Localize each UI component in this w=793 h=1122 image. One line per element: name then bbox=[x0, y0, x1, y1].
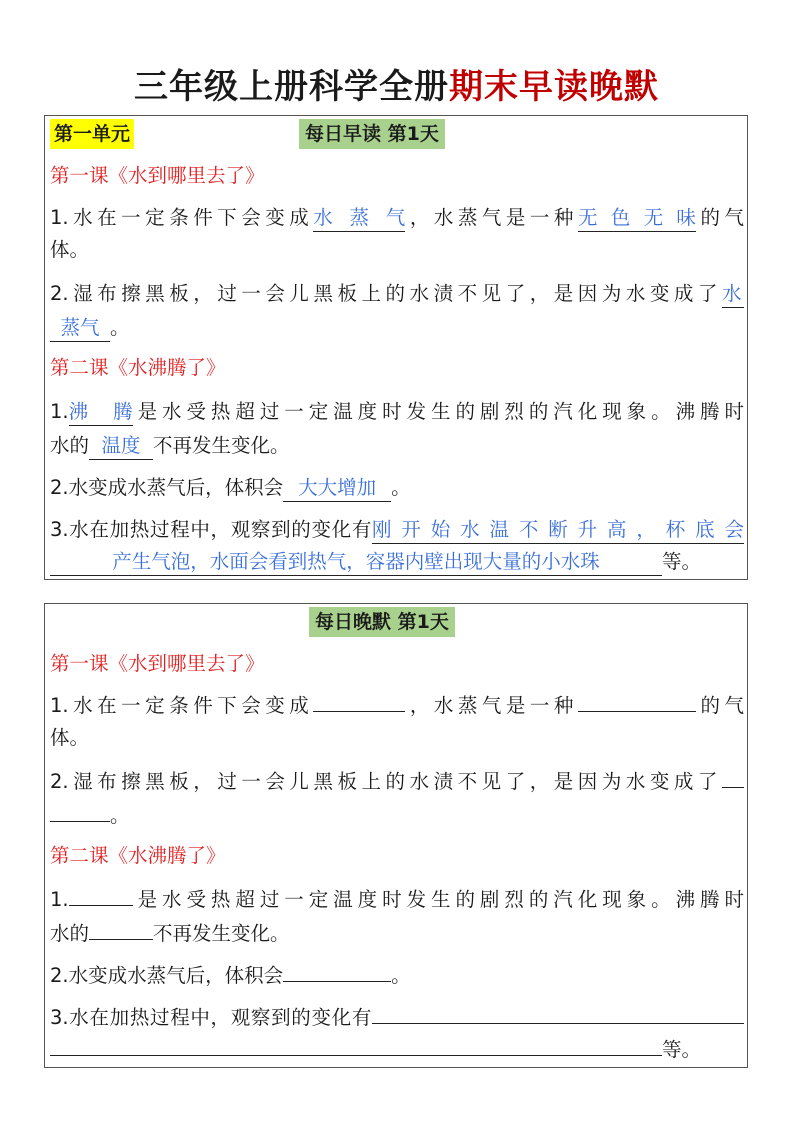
lesson1-title: 第一课《水到哪里去了》 bbox=[50, 164, 265, 187]
q3-line1: 1.沸腾是水受热超过一定温度时发生的剧烈的汽化现象。沸腾时 bbox=[50, 396, 744, 428]
q3-line1: 1. 是水受热超过一定温度时发生的剧烈的汽化现象。沸腾时 bbox=[50, 888, 744, 911]
q5-line2: 产生气泡，水面会看到热气，容器内壁出现大量的小水珠 等。 bbox=[50, 546, 701, 578]
q1-line2: 体。 bbox=[50, 238, 90, 261]
answer-blank[interactable] bbox=[50, 1055, 662, 1056]
q1-line1: 1.水在一定条件下会变成 ，水蒸气是一种 的气 bbox=[50, 694, 744, 717]
answer-blank: 产生气泡，水面会看到热气，容器内壁出现大量的小水珠 bbox=[50, 549, 662, 576]
unit-label: 第一单元 bbox=[50, 119, 134, 149]
q2-line1: 2.湿布擦黑板，过一会儿黑板上的水渍不见了，是因为水变成了 bbox=[50, 766, 744, 798]
answer-blank: 沸腾 bbox=[69, 399, 133, 426]
answer-blank: 水蒸气 bbox=[313, 205, 405, 232]
q5-line1: 3.水在加热过程中，观察到的变化有 bbox=[50, 1002, 744, 1034]
answer-blank[interactable] bbox=[372, 1023, 744, 1024]
answer-blank[interactable] bbox=[50, 821, 110, 822]
morning-reading-box bbox=[44, 115, 748, 580]
q4-line: 2.水变成水蒸气后，体积会 。 bbox=[50, 964, 411, 987]
answer-blank: 刚开始水温不断升高，杯底会 bbox=[372, 517, 744, 544]
answer-blank[interactable] bbox=[578, 711, 696, 712]
answer-blank: 无色无味 bbox=[578, 205, 696, 232]
evening-header: 每日晚默 第1天 bbox=[309, 607, 455, 637]
answer-blank: 水 bbox=[722, 281, 744, 308]
q2-line2: 。 bbox=[50, 800, 130, 832]
answer-blank: 蒸气 bbox=[50, 315, 110, 342]
morning-header: 每日早读 第1天 bbox=[299, 119, 445, 149]
evening-dictation-box bbox=[44, 603, 748, 1068]
q5-line1: 3.水在加热过程中，观察到的变化有刚开始水温不断升高，杯底会 bbox=[50, 514, 744, 546]
answer-blank[interactable] bbox=[283, 981, 391, 982]
answer-blank[interactable] bbox=[313, 711, 405, 712]
title-black: 三年级上册科学全册 bbox=[134, 67, 449, 107]
page-title bbox=[0, 62, 793, 112]
answer-blank: 大大增加 bbox=[283, 475, 391, 502]
answer-blank[interactable] bbox=[89, 939, 153, 940]
q2-line1: 2.湿布擦黑板，过一会儿黑板上的水渍不见了，是因为水变成了水 bbox=[50, 278, 744, 310]
lesson2-title: 第二课《水沸腾了》 bbox=[50, 356, 226, 379]
q4-line: 2.水变成水蒸气后，体积会 大大增加 。 bbox=[50, 472, 411, 504]
answer-blank: 温度 bbox=[89, 433, 153, 460]
answer-blank[interactable] bbox=[722, 787, 744, 788]
q3-line2: 水的 温度 不再发生变化。 bbox=[50, 430, 290, 462]
q2-line2: 蒸气 。 bbox=[50, 312, 130, 344]
answer-blank[interactable] bbox=[69, 905, 133, 906]
lesson1-title: 第一课《水到哪里去了》 bbox=[50, 652, 265, 675]
q3-line2: 水的 不再发生变化。 bbox=[50, 922, 290, 945]
q5-line2: 等。 bbox=[50, 1034, 701, 1066]
q1-line2: 体。 bbox=[50, 726, 90, 749]
title-red: 期末早读晚默 bbox=[449, 67, 659, 107]
q1-line1: 1.水在一定条件下会变成水蒸气，水蒸气是一种无色无味的气 bbox=[50, 202, 744, 234]
lesson2-title: 第二课《水沸腾了》 bbox=[50, 844, 226, 867]
